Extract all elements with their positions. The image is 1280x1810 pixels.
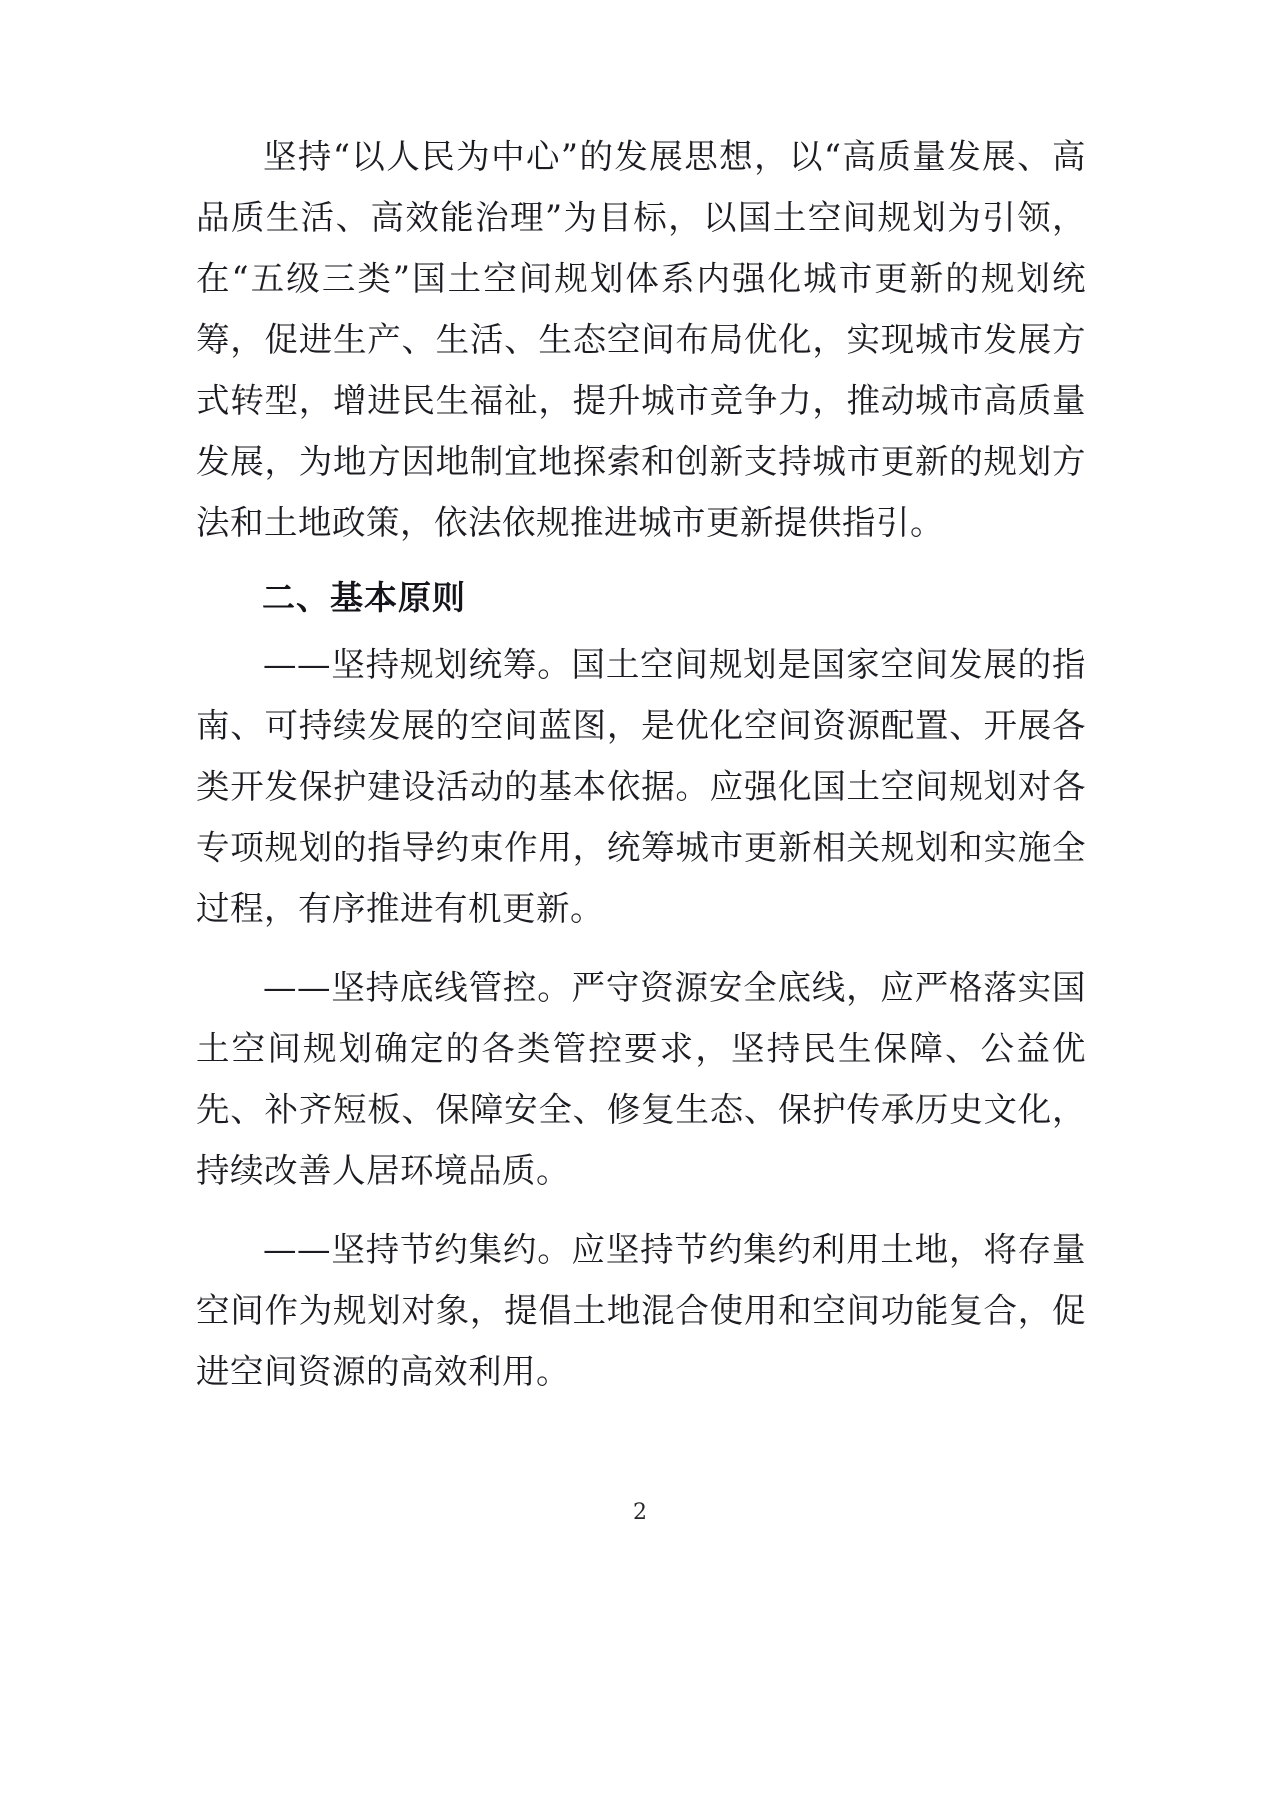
heading-basic-principles: 二、基本原则	[262, 578, 466, 617]
paragraph-principle-planning-coordination: ——坚持规划统筹。国土空间规划是国家空间发展的指南、可持续发展的空间蓝图，是优化空间资源配置、开展各类开发保护建设活动的基本依据。应强化国土空间规划对各专项规划的指导约束作用，统筹城市更新相关规划和实施全过程，有序推进有机更新。	[196, 645, 1086, 928]
page-content	[196, 126, 1086, 1410]
paragraph-principle-economical-intensive: ——坚持节约集约。应坚持节约集约利用土地，将存量空间作为规划对象，提倡土地混合使用和空间功能复合，促进空间资源的高效利用。	[196, 1230, 1086, 1391]
page-number: 2	[633, 1500, 647, 1525]
paragraph-principle-bottom-line-control: ——坚持底线管控。严守资源安全底线，应严格落实国土空间规划确定的各类管控要求，坚持民生保障、公益优先、补齐短板、保障安全、修复生态、保护传承历史文化，持续改善人居环境品质。	[196, 968, 1086, 1190]
paragraph-guiding-thought: 坚持“以人民为中心”的发展思想，以“高质量发展、高品质生活、高效能治理”为目标，以国土空间规划为引领，在“五级三类”国土空间规划体系内强化城市更新的规划统筹，促进生产、生活、生态空间布局优化，实现城市发展方式转型，增进民生福祉，提升城市竞争力，推动城市高质量发展，为地方因地制宜地探索和创新支持城市更新的规划方法和土地政策，依法依规推进城市更新提供指引。	[196, 137, 1086, 542]
